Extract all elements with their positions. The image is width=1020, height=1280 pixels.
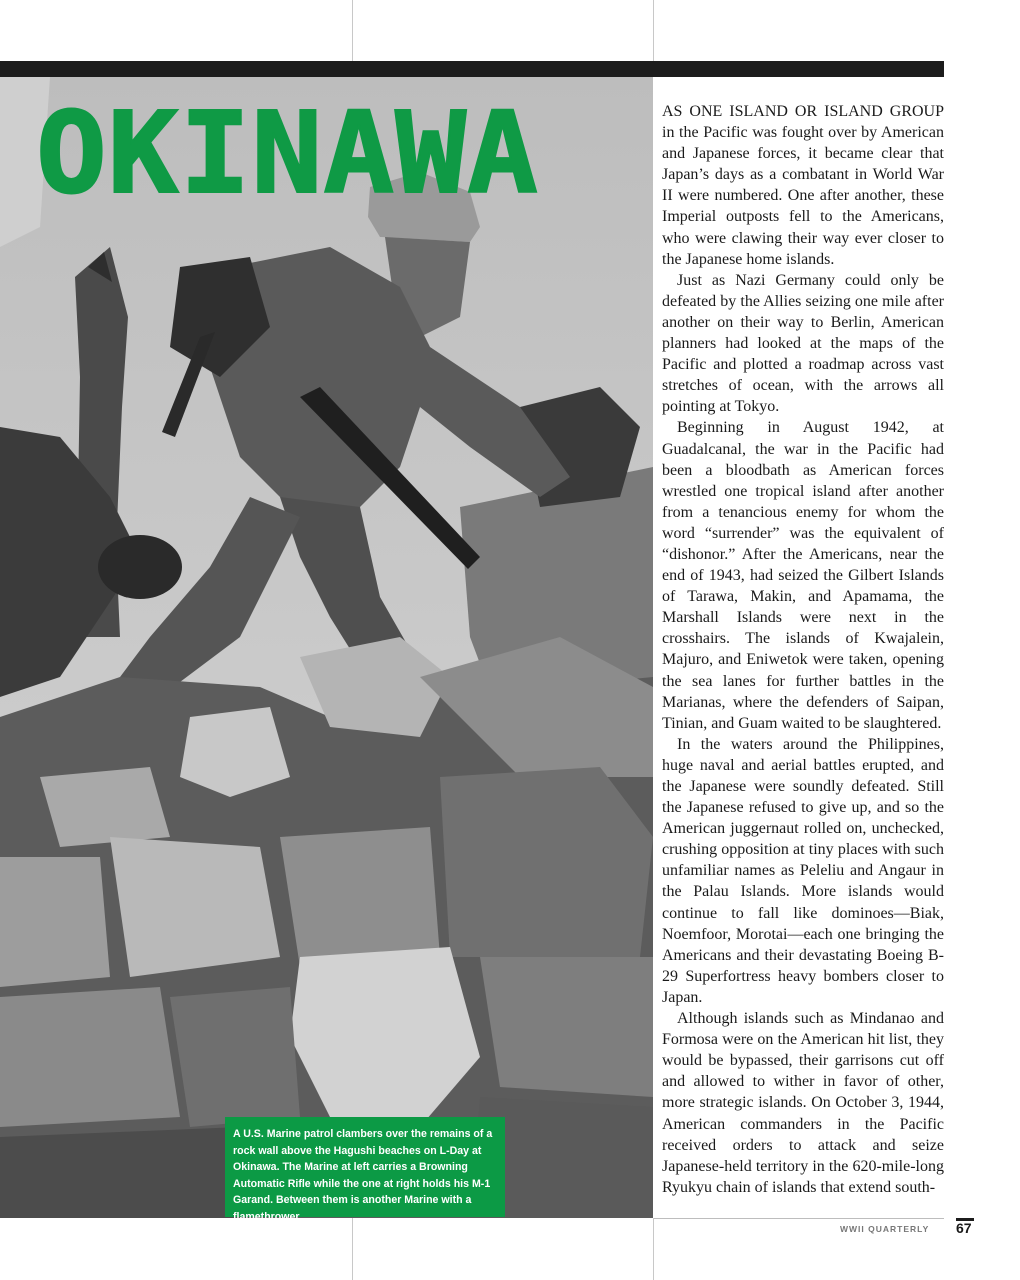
crop-line-left-bottom xyxy=(352,1218,353,1280)
publication-name: WWII QUARTERLY xyxy=(840,1224,930,1234)
header-bar xyxy=(0,61,944,77)
article-paragraph-3: Beginning in August 1942, at Guadalcanal, the war in the Pacific had been a bloodbath as American forces wrestled one tropical island after another from a tenancious enemy for whom the word “surrender” was the equivalent of “dishonor.” After the Americans, near the end of 1943, had seized the Gilbert Islands of Tarawa, Makin, and Apamama, the Marshall Islands were next in the crosshairs. The islands of Kwajalein, Majuro, and Eniwetok were taken, opening the sea lanes for further battles in the Marianas, where the defenders of Saipan, Tinian, and Guam waited to be slaughtered. xyxy=(662,419,944,732)
article-paragraph-4: In the waters around the Philippines, huge naval and aerial battles erupted, and the Japanese were soundly defeated. Still the Japanese refused to give up, and so the American juggernaut rolled on, unchecked, crushing opposition at tiny places with such unfamiliar names as Peleliu and Angaur in the Palau Islands. More islands would continue to fall like dominoes—Biak, Noemfoor, Morotai—each one bringing the Americans and their devastating Boeing B-29 Superfortress heavy bombers closer to Japan. xyxy=(662,735,944,1006)
crop-line-right-bottom xyxy=(653,1218,654,1280)
article-body xyxy=(662,101,944,1198)
caption-text: A U.S. Marine patrol clambers over the remains of a rock wall above the Hagushi beaches on L-Day at Okinawa. The Marine at left carries a Browning Automatic Rifle while the one at right holds his M-1 Garand. Between them is another Marine with a flamethrower. xyxy=(233,1128,493,1223)
page-title: OKINAWA xyxy=(36,89,539,219)
article-paragraph-1: AS ONE ISLAND OR ISLAND GROUP in the Pacific was fought over by American and Japanese forces, it became clear that Japan’s days as a combatant in World War II were numbered. One after another, these Imperial outposts fell to the Americans, who were clawing their way ever closer to the Japanese home islands. xyxy=(662,103,944,268)
photo-caption xyxy=(225,1117,505,1223)
crop-line-left xyxy=(352,0,353,61)
marine-photo xyxy=(0,77,653,1218)
article-paragraph-2: Just as Nazi Germany could only be defeated by the Allies seizing one mile after another on their way to Berlin, American planners had looked at the maps of the Pacific and plotted a roadmap across vast stretches of ocean, with the arrows all pointing at Tokyo. xyxy=(662,271,944,416)
footer-rule xyxy=(654,1218,944,1219)
page-number: 67 xyxy=(956,1220,972,1236)
article-paragraph-5: Although islands such as Mindanao and Formosa were on the American hit list, they would be bypassed, their garrisons cut off and allowed to wither in favor of other, more strategic islands. On October 3, 1944, American commanders in the Pacific received orders to attack and seize Japanese-held territory in the 620-mile-long Ryukyu chain of islands that extend south- xyxy=(662,1010,944,1196)
crop-line-right xyxy=(653,0,654,61)
